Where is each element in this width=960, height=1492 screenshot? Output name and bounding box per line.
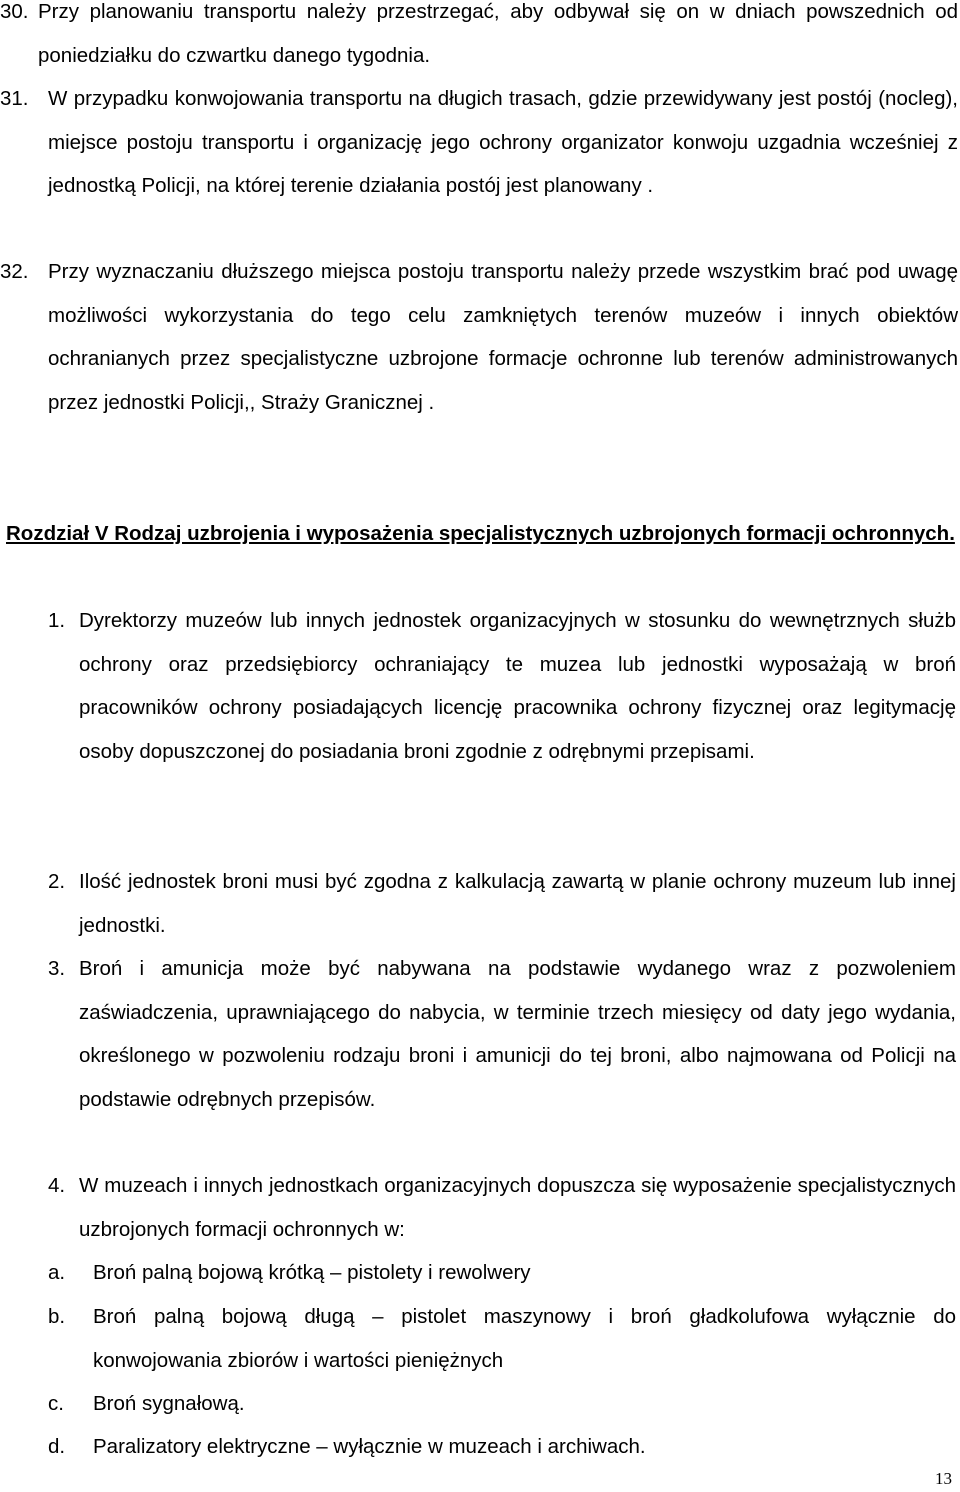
item-text: Dyrektorzy muzeów lub innych jednostek organizacyjnych w stosunku do wewnętrznych służb ochrony oraz przedsiębiorcy ochraniający te muzea lub jednostki wyposażają w broń pracowników ochrony posiadających licencję pracownika ochrony fizycznej oraz legitymację osoby dopuszczonej do posiadania broni zgodnie z odrębnymi przepisami.: [79, 609, 956, 763]
item-number: 1.: [48, 609, 66, 632]
item-number: 4.: [48, 1174, 66, 1197]
list-item-3: [48, 947, 956, 1121]
sub-item-letter: d.: [48, 1435, 66, 1458]
item-text: Ilość jednostek broni musi być zgodna z kalkulacją zawartą w planie ochrony muzeum lub innej jednostki.: [79, 870, 956, 937]
item-number: 3.: [48, 957, 66, 980]
sub-item-b: [48, 1295, 956, 1382]
sub-item-text: Broń palną bojową krótką – pistolety i rewolwery: [93, 1261, 531, 1284]
section-number: 31.: [0, 87, 29, 110]
item-text: Broń i amunicja może być nabywana na podstawie wydanego wraz z pozwoleniem zaświadczenia, uprawniającego do nabycia, w terminie trzech miesięcy od daty jego wydania, określonego w pozwoleniu rodzaju broni i amunicji do tej broni, albo najmowana od Policji na podstawie odrębnych przepisów.: [79, 957, 956, 1111]
sub-item-letter: a.: [48, 1261, 66, 1284]
sub-item-a: [48, 1251, 956, 1295]
section-text: Przy planowaniu transportu należy przestrzegać, aby odbywał się on w dniach powszednich od poniedziałku do czwartku danego tygodnia.: [38, 0, 958, 67]
sub-item-text: Broń palną bojową długą – pistolet maszynowy i broń gładkolufowa wyłącznie do konwojowania zbiorów i wartości pieniężnych: [93, 1305, 956, 1372]
sub-item-letter: c.: [48, 1392, 64, 1415]
sub-item-text: Paralizatory elektryczne – wyłącznie w muzeach i archiwach.: [93, 1435, 646, 1458]
sub-item-text: Broń sygnałową.: [93, 1392, 245, 1415]
item-text: W muzeach i innych jednostkach organizacyjnych dopuszcza się wyposażenie specjalistycznych uzbrojonych formacji ochronnych w:: [79, 1174, 956, 1241]
page-number: 13: [935, 1469, 952, 1488]
section-30: [0, 0, 958, 77]
list-item-4: [48, 1164, 956, 1251]
chapter-heading: Rozdział V Rodzaj uzbrojenia i wyposażenia specjalistycznych uzbrojonych formacji ochronnych.: [6, 522, 955, 545]
section-32: [0, 250, 958, 424]
section-31: [0, 77, 958, 208]
sub-item-d: [48, 1425, 956, 1469]
section-text: Przy wyznaczaniu dłuższego miejsca postoju transportu należy przede wszystkim brać pod uwagę możliwości wykorzystania do tego celu zamkniętych terenów muzeów i innych obiektów ochranianych przez specjalistyczne uzbrojone formacje ochronne lub terenów administrowanych przez jednostki Policji,, Straży Granicznej .: [48, 260, 958, 414]
item-number: 2.: [48, 870, 66, 893]
list-item-2: [48, 860, 956, 947]
sub-item-c: [48, 1382, 956, 1426]
section-number: 30.: [0, 0, 29, 23]
section-number: 32.: [0, 260, 29, 283]
list-item-1: [48, 599, 956, 773]
section-text: W przypadku konwojowania transportu na długich trasach, gdzie przewidywany jest postój (nocleg), miejsce postoju transportu i organizację jego ochrony organizator konwoju uzgadnia wcześniej z jednostką Policji, na której terenie działania postój jest planowany .: [48, 87, 958, 197]
sub-item-letter: b.: [48, 1305, 66, 1328]
